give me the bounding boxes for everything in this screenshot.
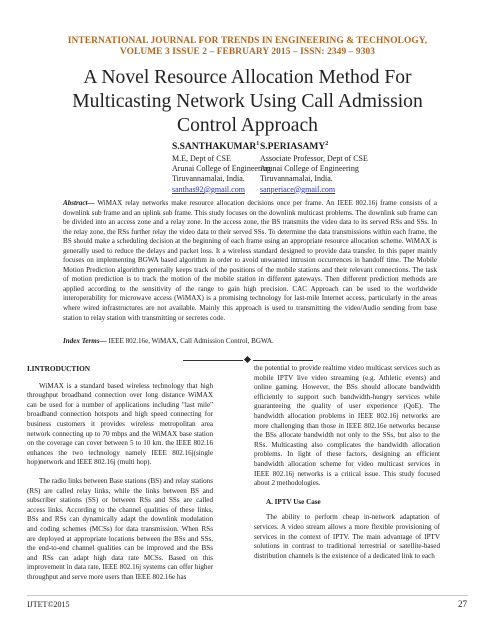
diamond-icon [244,356,251,363]
journal-name: INTERNATIONAL JOURNAL FOR TRENDS IN ENGINEERING & TECHNOLOGY, [67,36,428,46]
author-email-link[interactable]: sanperiace@gmail.com [260,184,336,194]
abstract [63,199,437,323]
author-location: Tiruvannamalai, India. [260,174,333,184]
author-email-link[interactable]: santhas92@gmail.com [172,184,245,194]
subsection-heading-iptv: A. IPTV Use Case [266,497,321,506]
author-name: S.SANTHAKUMAR [172,142,257,152]
divider-rule-left [183,360,243,361]
journal-volume-issue: VOLUME 3 ISSUE 2 – FEBRUARY 2015 – ISSN: 2349 – 9303 [119,47,376,57]
paper-title-line-2: Multicasting Network Using Call Admission [72,91,423,112]
paper-title-line-1: A Novel Resource Allocation Method For [83,67,412,88]
author-title: Associate Professor, Dept of CSE [260,154,368,163]
index-terms-label: Index Terms— [63,337,107,345]
paper-title-line-3: Control Approach [177,115,318,136]
author-name: S.PERIASAMY [260,142,326,152]
footer-rule [27,595,468,596]
author-affiliation-mark: 2 [325,141,329,147]
author-affiliation-mark: 1 [256,141,260,147]
paper-title [30,66,465,138]
right-column [254,364,440,570]
abstract-text: WiMAX relay networks make resource allocation decisions once per frame. An IEEE 802.16j frame consists of a downlink sub frame and an uplink sub frame. This study focuses on the downlink multicast problems. The downlink sub frame can be divided into an access zone and a relay zone. In the access zone, the BS transmits the video data to its served RSs and SSs. In the relay zone, the RSs further relay the video data to their served SSs. To determine the data transmissions within each frame, the BS should make a scheduling decision at the beginning of each frame using an appropriate resource allocation scheme. WiMAX is generally used to reduce the delays and packet loss. It a wireless standard designed to provide data transfer. In this paper mainly focuses on implementing BGWA based algorithm in order to avoid unwanted intrusion occurrences in handoff time. The Mobile Motion Prediction algorithm generally keeps track of the positions of the mobile stations and their relevant connections. The task of motion prediction is to track the motion of the mobile station in different gateways. Then different prediction methods are applied according to the sensitivity of the range to gain high precision. CAC Approach can be used to the worldwide interoperability for microwave access (WiMAX) is a promising technology for last-mile Internet access, particularly in the areas where wired infrastructures are not available. Mainly this approach is used to transmitting the video/Audio sending from base station to relay station with transmitting or secretes code. [63,199,437,322]
iptv-paragraph: The ability to perform cheap in-network adaptation of services. A video stream allows a more flexible provisioning of services in the context of IPTV. The main advantage of IPTV solutions in contrast to traditional terrestrial or satellite-based distribution channels is the existence of a dedicated link to each [254,513,440,560]
index-terms-text: IEEE 802.16e, WiMAX, Call Admission Control, BGWA. [106,337,274,345]
continued-paragraph: the potential to provide realtime video multicast services such as mobile IPTV live video streaming (e.g. Athletic events) and online gaming. However, the BSs should allocate bandwidth efficiently to support such bandwidth-hungry services while guaranteeing the quality of user experience (QoE). The bandwidth allocation problems in IEEE 802.16j networks are more challenging than those in IEEE 802.16e networks because the BSs allocate bandwidth not only to the SSs, but also to the RSs. Multicasting also complicates the bandwidth allocation problems. In light of these factors, designing an efficient bandwidth allocation scheme for video multicast services in IEEE 802.16j networks is a critical issue. This study focused about 2 methodologies. [254,364,440,488]
left-column [27,364,213,591]
author-degree: M.E, Dept of CSE [172,154,231,163]
intro-paragraph-1: WiMAX is a standard based wireless technology that high throughput broadband connection over long distance WiMAX can be used for a number of applications including "last mile" broadband connection hotspots and high speed connecting for business customers it provides wireless metropolitan area network connecting up to 70 mbps and the WiMAX base station on the coverage can cover between 5 to 10 km. the IEEE 802.16 enhances the two technology namely IEEE 802.16j(single hop)network and IEEE 802.16j (multi hop). [27,381,213,467]
index-terms [63,337,437,347]
author-block-2 [260,141,420,195]
section-heading-introduction: I.INTRODUCTION [27,364,91,373]
page-number: 27 [458,599,467,609]
author-college: Arunai College of Engineering [260,164,359,174]
intro-paragraph-2: The radio links between Base stations (BS) and relay stations (RS) are called relay links, while the links between BS and subscriber stations (SS) or between RSs and SSs are called access links. According to the channel qualities of these links, BSs and RSs can dynamically adapt the downlink modulation and coding schemes (MCSs) for data transmission. When RSs are deployed at appropriate locations between the BSs and SSs, the end-to-end channel qualities can be improved and the BSs and RSs can adapt high data rate MCSs. Based on this improvement in data rate, IEEE 802.16j systems can offer higher throughput and serve more users than IEEE 802.16e has [27,476,213,581]
author-location: Tiruvannamalai, India. [172,174,245,184]
abstract-label: Abstract— [63,199,95,207]
footer-copyright: IJTET©2015 [27,600,70,609]
divider-rule-right [253,360,313,361]
author-college: Arunai College of Engineering [172,164,271,174]
